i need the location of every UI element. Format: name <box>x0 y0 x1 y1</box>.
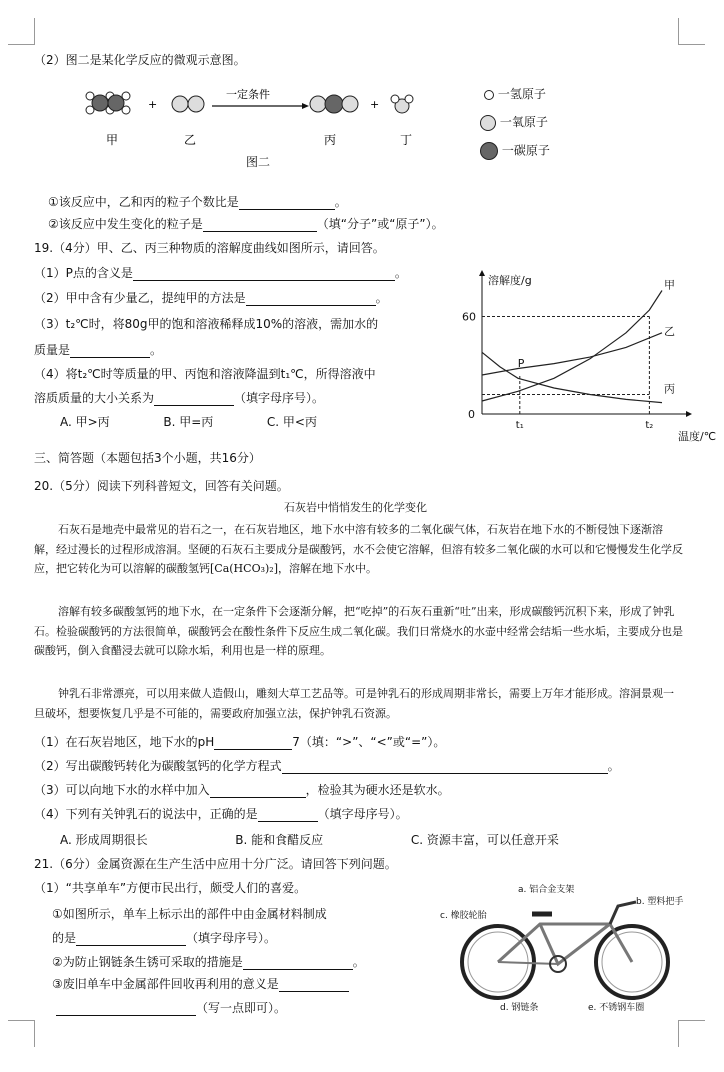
q19-p4-line1: （4）将t₂℃时等质量的甲、丙饱和溶液降温到t₁℃，所得溶液中 <box>34 367 376 381</box>
y-tick-60: 60 <box>462 310 476 324</box>
q19-p3-line2: 质量是 。 <box>34 343 163 357</box>
bike-label-b: b. 塑料把手 <box>636 897 684 907</box>
q21-s1-line2: 的是 （填字母序号）。 <box>52 931 277 945</box>
legend-hydrogen: 一氢原子 <box>484 86 546 102</box>
article-para-2: 溶解有较多碳酸氢钙的地下水，在一定条件下会逐渐分解，把“吃掉”的石灰石重新“吐”出来，形成碳酸钙沉积下来，形成了钟乳石。检验碳酸钙的方法很简单，碳酸钙会在酸性条件下反应生成二氧化碳。我们日常烧水的水壶中经常会结垢一些水垢，主要成分也是碳酸钙，倒入食醋浸去就可以除水垢，利用也是一样的原理。 <box>34 605 683 657</box>
bike-label-d: d. 钢链条 <box>500 1003 539 1013</box>
answer-blank[interactable] <box>203 219 317 232</box>
q18-sub1: ①该反应中，乙和丙的粒子个数比是 。 <box>48 195 347 209</box>
q20-q1: （1）在石灰岩地区，地下水的pH 7（填：“>”、“<”或“=”）。 <box>34 735 446 749</box>
answer-blank[interactable] <box>76 933 186 946</box>
q21-s3-line2: （写一点即可）。 <box>56 1000 286 1016</box>
answer-blank[interactable] <box>56 1003 196 1016</box>
hydrogen-atom-icon <box>484 90 494 100</box>
section3-title: 三、简答题（本题包括3个小题，共16分） <box>34 451 261 465</box>
q20-option-a[interactable]: A. 形成周期很长 <box>60 833 148 847</box>
q18-sub2: ②该反应中发生变化的粒子是 （填“分子”或“原子”）。 <box>48 217 444 231</box>
bike-label-a: a. 铝合金支架 <box>518 885 575 895</box>
molecule-jia <box>86 92 130 114</box>
y-tick-0: 0 <box>468 408 475 421</box>
bicycle-figure <box>440 880 700 1016</box>
answer-blank[interactable] <box>154 393 234 406</box>
q19-p4-line2: 溶质质量的大小关系为 （填字母序号）。 <box>34 391 325 405</box>
plus-sign-2: + <box>370 98 380 111</box>
q20-option-b[interactable]: B. 能和食醋反应 <box>235 833 324 847</box>
molecule-yi <box>172 96 204 112</box>
crop-mark-bottom-left <box>8 1020 35 1047</box>
answer-blank[interactable] <box>214 737 292 750</box>
point-p-label: P <box>517 357 525 370</box>
molecule-ding <box>391 95 413 113</box>
bike-label-e: e. 不锈钢车圈 <box>588 1003 645 1013</box>
crop-mark-top-right <box>678 18 705 45</box>
figure-caption-2: 图二 <box>246 155 271 169</box>
oxygen-atom-icon <box>480 115 496 131</box>
q19-option-b[interactable]: B. 甲=丙 <box>163 415 214 429</box>
label-bing: 丙 <box>324 133 337 147</box>
q20-q3: （3）可以向地下水的水样中加入 ，检验其为硬水还是软水。 <box>34 783 450 797</box>
q21-title: 21.（6分）金属资源在生产生活中应用十分广泛。请回答下列问题。 <box>34 857 397 871</box>
answer-blank[interactable] <box>279 979 349 992</box>
legend-carbon: 一碳原子 <box>480 142 550 160</box>
q19-options <box>60 414 317 430</box>
article-title: 石灰岩中悄悄发生的化学变化 <box>284 501 427 514</box>
answer-blank[interactable] <box>246 293 376 306</box>
q21-s3: ③废旧单车中金属部件回收再利用的意义是 <box>52 976 349 992</box>
label-ding: 丁 <box>400 133 413 147</box>
plus-sign-1: + <box>148 98 158 111</box>
answer-blank[interactable] <box>258 809 318 822</box>
series-label-jia: 甲 <box>664 278 675 292</box>
label-jia: 甲 <box>106 133 119 147</box>
answer-blank[interactable] <box>210 785 306 798</box>
answer-blank[interactable] <box>243 957 353 970</box>
legend-oxygen: 一氧原子 <box>480 114 548 131</box>
q21-part1: （1）“共享单车”方便市民出行，颇受人们的喜爱。 <box>34 881 307 895</box>
series-label-bing: 丙 <box>664 382 675 396</box>
q19-p2: （2）甲中含有少量乙，提纯甲的方法是 。 <box>34 291 388 305</box>
series-line-0 <box>482 291 662 402</box>
q20-q2: （2）写出碳酸钙转化为碳酸氢钙的化学方程式 。 <box>34 759 620 773</box>
crop-mark-bottom-right <box>678 1020 705 1047</box>
answer-blank[interactable] <box>70 345 150 358</box>
carbon-atom-icon <box>480 142 498 160</box>
q21-s2: ②为防止钢链条生锈可采取的措施是 。 <box>52 955 365 969</box>
bike-label-c: c. 橡胶轮胎 <box>440 911 487 921</box>
solubility-chart <box>446 264 717 444</box>
q19-title: 19.（4分）甲、乙、丙三种物质的溶解度曲线如图所示，请回答。 <box>34 241 385 255</box>
reaction-arrow-head <box>302 103 309 109</box>
q18-part2-title: （2）图二是某化学反应的微观示意图。 <box>34 53 246 67</box>
article-para-3: 钟乳石非常漂亮，可以用来做人造假山，雕刻大草工艺品等。可是钟乳石的形成周期非常长，需要上万年才能形成。溶洞景观一旦破坏，想要恢复几乎是不可能的，需要政府加强立法，保护钟乳石资源。 <box>34 687 674 720</box>
series-label-yi: 乙 <box>664 324 675 338</box>
y-axis-arrow <box>479 270 485 276</box>
q20-options <box>60 832 559 848</box>
q19-p3-line1: （3）t₂℃时，将80g甲的饱和溶液稀释成10%的溶液，需加水的 <box>34 317 379 331</box>
q20-option-c[interactable]: C. 资源丰富，可以任意开采 <box>410 833 559 847</box>
q21-s1-line1: ①如图所示，单车上标示出的部件中由金属材料制成 <box>52 907 327 921</box>
q20-title: 20.（5分）阅读下列科普短文，回答有关问题。 <box>34 479 289 493</box>
x-axis-arrow <box>686 411 692 417</box>
answer-blank[interactable] <box>133 268 395 281</box>
reaction-condition: 一定条件 <box>226 88 270 101</box>
answer-blank[interactable] <box>239 197 335 210</box>
molecule-bing <box>310 95 358 113</box>
q20-q4: （4）下列有关钟乳石的说法中，正确的是 （填字母序号）。 <box>34 807 408 821</box>
x-axis-label: 温度/℃ <box>678 430 717 443</box>
x-tick-t1: t₁ <box>515 420 524 431</box>
answer-blank[interactable] <box>282 761 608 774</box>
crop-mark-top-left <box>8 18 35 45</box>
y-axis-label: 溶解度/g <box>488 274 532 287</box>
label-yi: 乙 <box>184 133 197 147</box>
x-tick-t2: t₂ <box>645 420 654 431</box>
q19-p1: （1）P点的含义是 。 <box>34 266 407 280</box>
q19-option-c[interactable]: C. 甲<丙 <box>266 415 317 429</box>
article-para-1: 石灰石是地壳中最常见的岩石之一，在石灰岩地区，地下水中溶有较多的二氧化碳气体，石灰岩在地下水的不断侵蚀下逐渐溶解，经过漫长的过程形成溶洞。坚硬的石灰石主要成分是碳酸钙，水不会使它溶解，但溶有较多二氧化碳的水可以和它慢慢发生化学反应，把它转化为可以溶解的碳酸氢钙[Ca(HCO₃)₂]，溶解在地下水中。 <box>34 523 683 575</box>
q19-option-a[interactable]: A. 甲>丙 <box>60 415 110 429</box>
